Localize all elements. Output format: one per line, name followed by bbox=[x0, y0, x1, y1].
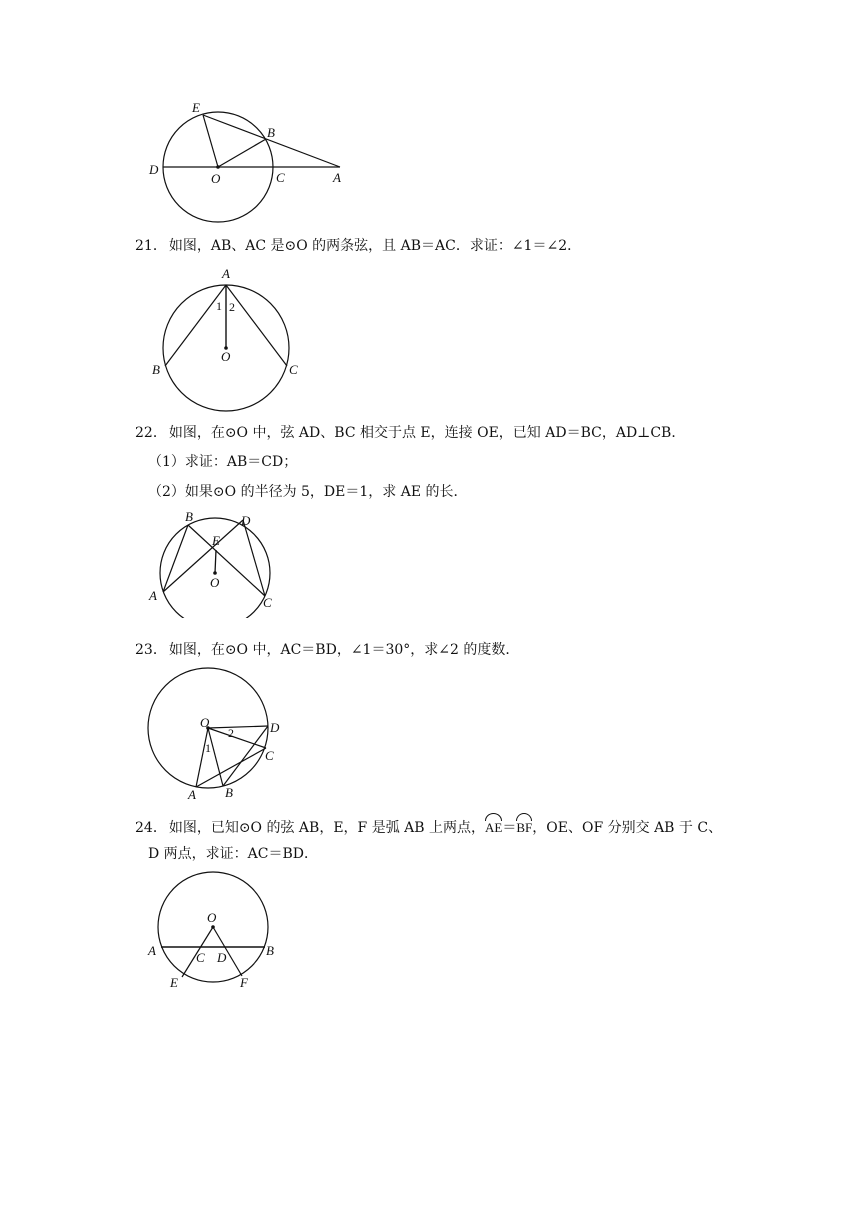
figure-q24 bbox=[145, 870, 285, 995]
question-number: 21． bbox=[135, 238, 167, 254]
label-d: D bbox=[270, 720, 280, 735]
label-angle-1: 1 bbox=[216, 299, 222, 313]
label-e: E bbox=[170, 975, 178, 990]
question-21 bbox=[135, 236, 735, 256]
label-angle-1: 1 bbox=[205, 741, 211, 755]
label-angle-2: 2 bbox=[228, 726, 234, 740]
figure-q21 bbox=[148, 262, 308, 414]
label-o: O bbox=[221, 349, 231, 364]
figure-q20 bbox=[140, 95, 360, 230]
label-c: C bbox=[263, 595, 272, 610]
question-24 bbox=[135, 815, 735, 838]
label-b: B bbox=[152, 362, 160, 377]
question-number: 22． bbox=[135, 425, 167, 441]
label-b: B bbox=[267, 125, 275, 140]
label-o: O bbox=[210, 575, 220, 590]
question-22-part-1: （1）求证：AB＝CD； bbox=[148, 454, 298, 470]
label-f: F bbox=[240, 975, 248, 990]
question-22-part-2: （2）如果⊙O 的半径为 5，DE＝1，求 AE 的长． bbox=[148, 484, 468, 500]
label-o: O bbox=[207, 910, 217, 925]
arc-ae: AE bbox=[485, 815, 502, 838]
question-text: 如图，在⊙O 中，弦 AD、BC 相交于点 E，连接 OE，已知 AD＝BC，AD⊥CB． bbox=[168, 425, 686, 441]
question-text-before: 如图，已知⊙O 的弦 AB，E，F 是弧 AB 上两点， bbox=[168, 820, 486, 836]
question-text: 如图，在⊙O 中，AC＝BD，∠1＝30°，求∠2 的度数． bbox=[168, 642, 520, 658]
label-b: B bbox=[225, 785, 233, 800]
label-a: A bbox=[222, 266, 230, 281]
label-e: E bbox=[212, 533, 220, 548]
question-23 bbox=[135, 640, 735, 660]
question-number: 24． bbox=[135, 820, 167, 836]
label-d: D bbox=[241, 513, 251, 528]
label-o: O bbox=[200, 715, 210, 730]
label-e: E bbox=[192, 100, 200, 115]
label-b: B bbox=[185, 509, 193, 524]
figure-q22 bbox=[145, 508, 285, 618]
figure-q23 bbox=[145, 665, 295, 805]
label-a: A bbox=[149, 588, 157, 603]
question-24-line-2: D 两点，求证：AC＝BD． bbox=[148, 846, 319, 862]
label-d: D bbox=[149, 162, 159, 177]
label-a: A bbox=[148, 943, 156, 958]
label-b: B bbox=[266, 943, 274, 958]
label-c: C bbox=[276, 170, 285, 185]
arc-bf: BF bbox=[516, 815, 532, 838]
label-c: C bbox=[289, 362, 298, 377]
equals-sign: ＝ bbox=[502, 820, 517, 836]
label-o: O bbox=[211, 171, 221, 186]
question-text: 如图，AB、AC 是⊙O 的两条弦，且 AB＝AC．求证：∠1＝∠2． bbox=[168, 238, 582, 254]
label-a: A bbox=[333, 170, 341, 185]
label-a: A bbox=[188, 787, 196, 802]
question-number: 23． bbox=[135, 642, 167, 658]
label-c: C bbox=[196, 950, 205, 965]
question-text-after: ，OE、OF 分别交 AB 于 C、 bbox=[532, 820, 723, 836]
question-22 bbox=[135, 423, 735, 443]
label-angle-2: 2 bbox=[229, 300, 235, 314]
label-d: D bbox=[217, 950, 227, 965]
label-c: C bbox=[265, 748, 274, 763]
